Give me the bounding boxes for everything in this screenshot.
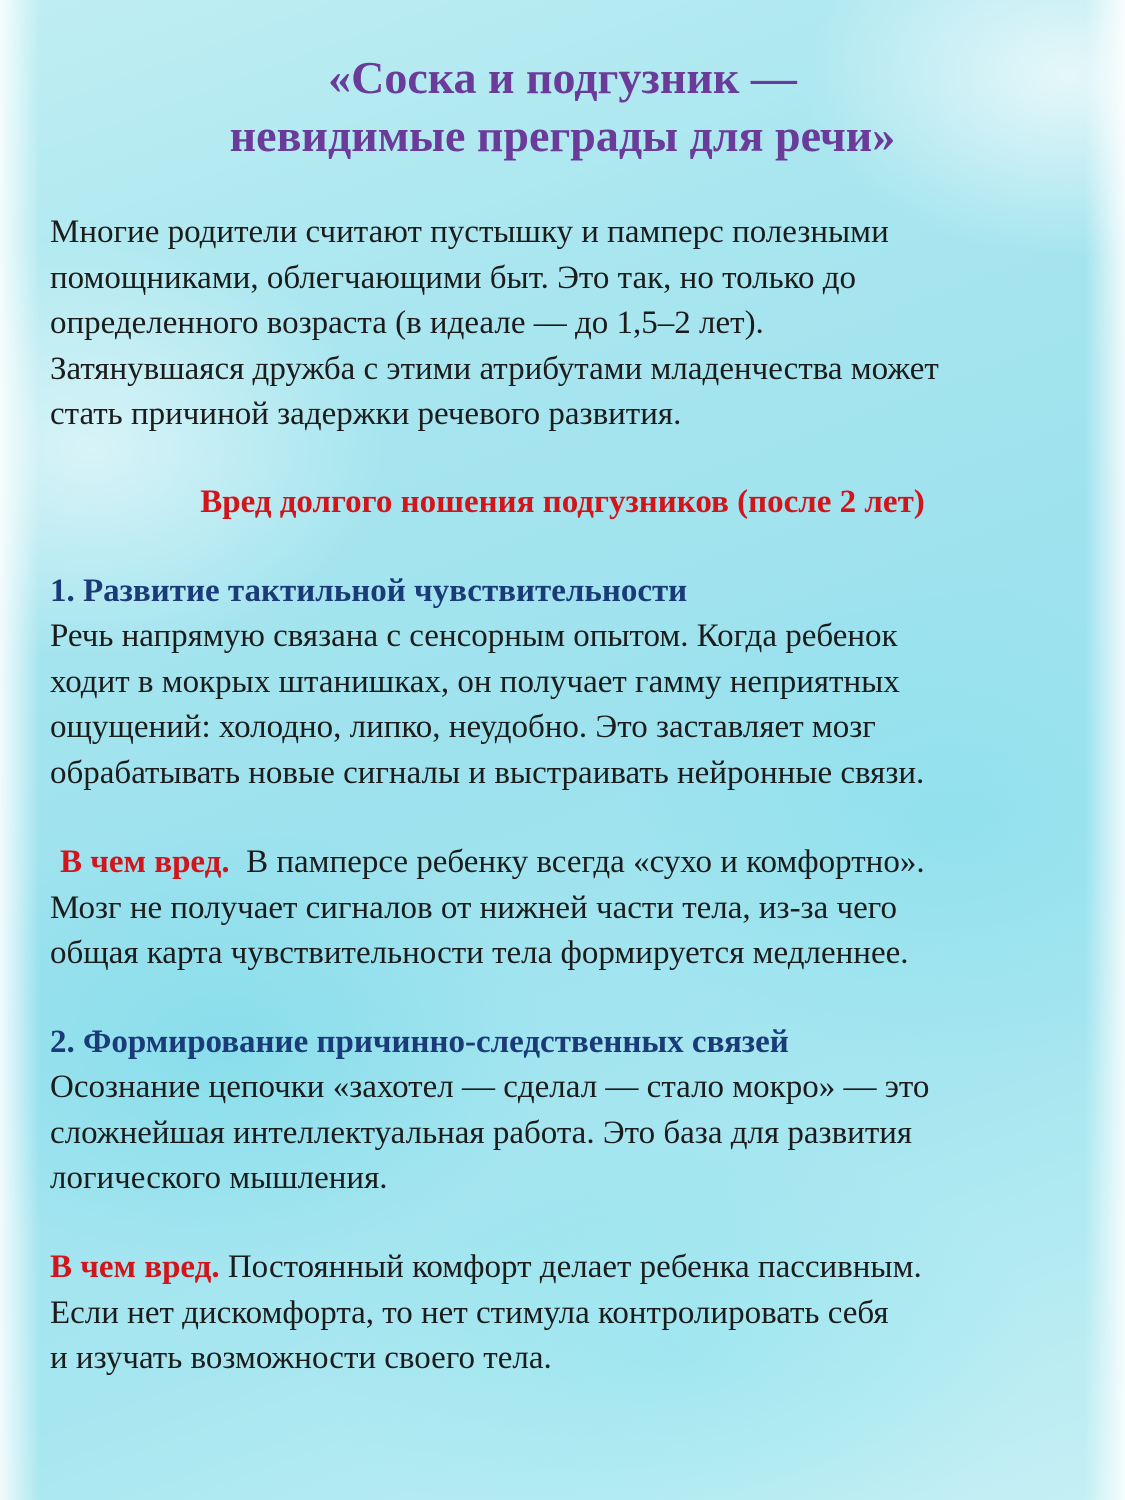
section-2-harm-line: Если нет дискомфорта, то нет стимула контролировать себя xyxy=(50,1294,889,1331)
intro-line: помощниками, облегчающими быт. Это так, но только до xyxy=(50,259,857,296)
section-1-harm-line: Мозг не получает сигналов от нижней части тела, из-за чего xyxy=(50,889,897,926)
section-2-line: Осознание цепочки «захотел — сделал — стало мокро» — это xyxy=(50,1069,930,1105)
title-line-1: «Соска и подгузник — xyxy=(328,52,797,103)
intro-line: Затянувшаяся дружба с этими атрибутами младенчества может xyxy=(50,350,939,387)
section-1-harm-text: В памперсе ребенку всегда «сухо и комфортно». xyxy=(246,844,925,880)
section-1-line: ходит в мокрых штанишках, он получает гамму неприятных xyxy=(50,663,900,700)
section-2-harm-paragraph xyxy=(50,1245,1080,1382)
section-1-paragraph xyxy=(50,614,1080,796)
section-1-line: обрабатывать новые сигналы и выстраивать нейронные связи. xyxy=(50,754,925,791)
intro-line: стать причиной задержки речевого развития. xyxy=(50,396,682,432)
intro-line: Многие родители считают пустышку и памперс полезными xyxy=(50,214,889,250)
section-2-line: сложнейшая интеллектуальная работа. Это база для развития xyxy=(50,1114,913,1151)
section-2-heading: 2. Формирование причинно-следственных связей xyxy=(50,1024,789,1060)
intro-line: определенного возраста (в идеале — до 1,5–2 лет). xyxy=(50,305,764,341)
section-1-line: ощущений: холодно, липко, неудобно. Это заставляет мозг xyxy=(50,709,876,745)
section-2-harm-text: Постоянный комфорт делает ребенка пассивным. xyxy=(227,1249,922,1285)
section-2-line: логического мышления. xyxy=(50,1160,388,1196)
harm-heading: Вред долгого ношения подгузников (после 2 лет) xyxy=(200,484,925,520)
section-2-paragraph xyxy=(50,1065,1080,1202)
section-1-harm-line: общая карта чувствительности тела формируется медленнее. xyxy=(50,935,909,971)
intro-paragraph xyxy=(50,210,1080,438)
section-2-harm-first-line xyxy=(50,1245,1080,1291)
section-2-harm-label: В чем вред. xyxy=(50,1249,220,1285)
title-line-2: невидимые преграды для речи» xyxy=(229,110,896,161)
section-1-line: Речь напрямую связана с сенсорным опытом. Когда ребенок xyxy=(50,618,898,654)
section-1-harm-label: В чем вред. xyxy=(60,844,230,880)
section-1-heading: 1. Развитие тактильной чувствительности xyxy=(50,573,688,609)
section-2-harm-line: и изучать возможности своего тела. xyxy=(50,1340,552,1376)
section-1-harm-first-line xyxy=(50,840,1080,886)
section-1-harm-paragraph xyxy=(50,840,1080,977)
